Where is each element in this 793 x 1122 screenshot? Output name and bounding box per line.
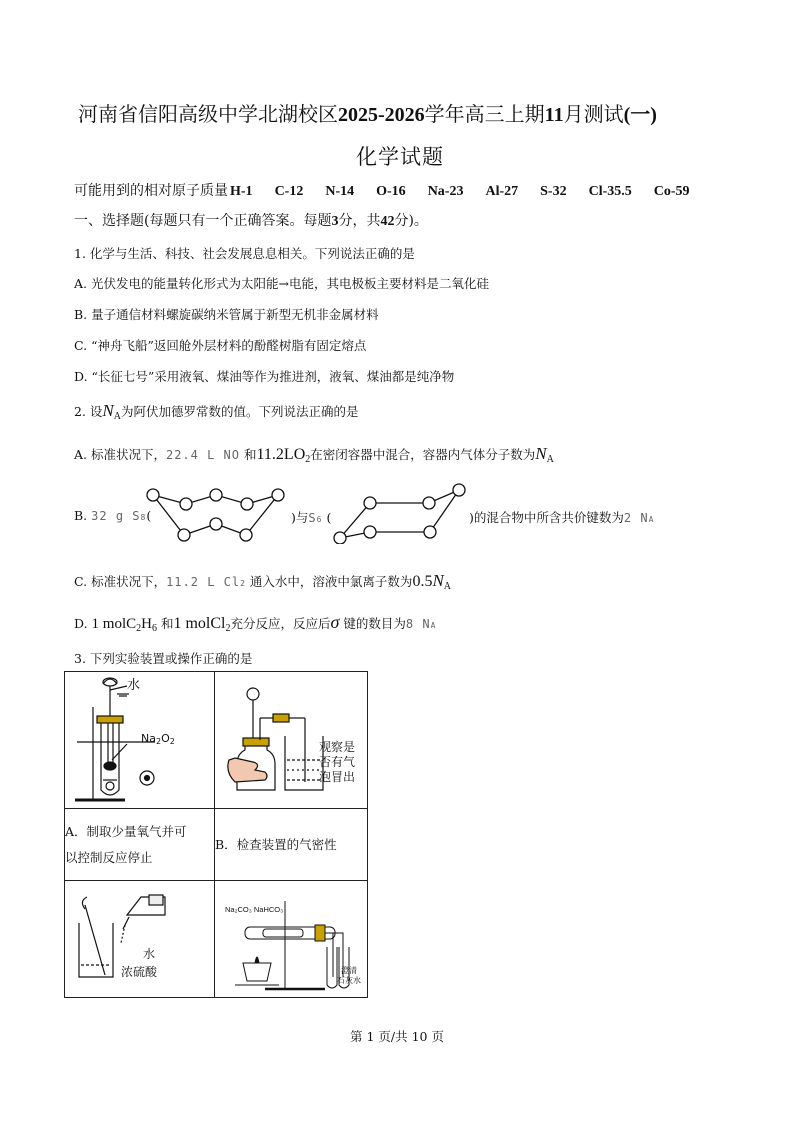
q2c-na: N — [432, 571, 444, 590]
label-water: 水 — [127, 678, 141, 693]
q1-option-a: A. 光伏发电的能量转化形式为太阳能→电能，其电极板主要材料是二氧化硅 — [74, 276, 489, 291]
q2a-no: 22.4 L NO — [165, 448, 241, 462]
section-points: 3 — [331, 214, 339, 229]
mass-item: Na-23 — [427, 184, 464, 199]
q1-option-c: C. “神舟飞船”返回舱外层材料的酚醛树脂有固定熔点 — [74, 338, 367, 353]
q2b-s6: S — [308, 511, 317, 525]
q2c-na-sub: A — [443, 581, 452, 592]
q1-option-d: D. “长征七号”采用液氧、煤油等作为推进剂，液氧、煤油都是纯净物 — [74, 369, 455, 384]
atomic-masses-label: 可能用到的相对原子质量 — [74, 183, 228, 199]
q2-text: 2. 设 — [74, 404, 103, 419]
q2c-value: 0.5 — [412, 573, 433, 590]
title-school: 河南省信阳高级中学北湖校区 — [78, 102, 338, 126]
section-text: 分，共 — [338, 213, 381, 229]
q3-cell-a-figure — [65, 672, 215, 809]
q2a-text: A. 标准状况下， — [74, 447, 166, 462]
label-conc-sulfuric: 浓硫酸 — [121, 965, 158, 979]
mass-item: Co-59 — [653, 184, 690, 199]
q2d-sub: 2 — [225, 623, 231, 634]
q2a-text: 和 — [244, 447, 257, 462]
label-water: 水 — [143, 947, 156, 961]
section-heading — [74, 210, 428, 230]
title-month: 11 — [544, 104, 564, 126]
q2c-cl2: 11.2 L Cl — [166, 575, 241, 589]
q3-caption-a — [65, 809, 215, 881]
q3-cell-c-figure — [65, 881, 215, 998]
page-title — [78, 98, 657, 127]
q2-option-c — [74, 571, 451, 592]
label-na2o2 — [141, 732, 175, 746]
mass-item: S-32 — [540, 184, 567, 199]
q2-option-d — [74, 612, 436, 634]
q2b-text: B. — [74, 508, 92, 523]
q2d-h: H — [141, 616, 152, 632]
q2d-sigma: σ — [330, 612, 340, 632]
mass-item: C-12 — [274, 184, 304, 199]
q1-stem: 1. 化学与生活、科技、社会发展息息相关。下列说法正确的是 — [74, 246, 415, 261]
label-salts: Na₂CO₃ NaHCO₃ — [225, 905, 284, 914]
q2d-text: 和 — [160, 616, 174, 631]
title-test: 月测试 — [563, 102, 624, 126]
q2b-s8: 32 g S — [91, 509, 141, 523]
caption-a-line1: A．制取少量氧气并可 — [65, 823, 187, 839]
label-bubble-line: 否有气 — [319, 755, 356, 769]
q2-option-a — [74, 444, 554, 465]
q2-na-sub: A — [113, 411, 121, 422]
page-subtitle: 化学试题 — [356, 145, 444, 169]
q2a-o2: 11.2LO — [256, 446, 306, 463]
q2d-ethane: 1 molC — [91, 616, 137, 632]
q2b-value: 2 N — [623, 511, 649, 525]
q2-option-b-suffix — [469, 508, 654, 526]
section-text: 分)。 — [394, 213, 428, 229]
na2o2-na: Na — [141, 732, 156, 745]
na2o2-o: O — [161, 732, 170, 745]
atomic-masses — [74, 180, 690, 200]
q2-na: N — [102, 401, 114, 420]
mass-item: Cl-35.5 — [588, 184, 632, 199]
section-text: 一、选择题(每题只有一个正确答案。每题 — [74, 213, 332, 229]
q2b-s8-sub: 8 — [140, 513, 147, 522]
caption-a-line2: 以控制反应停止 — [65, 849, 153, 865]
q2a-na-sub: A — [546, 454, 554, 465]
q2b-text: )的混合物中所含共价键数为 — [469, 510, 624, 525]
title-term: 学年高三上期 — [424, 102, 545, 126]
title-years: 2025-2026 — [338, 104, 425, 126]
q2d-value-sub: A — [430, 621, 437, 630]
na2o2-sub: 2 — [169, 737, 175, 746]
q2a-text: 在密闭容器中混合，容器内气体分子数为 — [310, 447, 536, 462]
q2-text: 为阿伏加德罗常数的值。下列说法正确的是 — [120, 404, 359, 419]
q2b-s6-sub: 6 — [316, 515, 323, 524]
q2b-text: ( — [326, 510, 332, 525]
s8-ring-structure — [146, 480, 291, 542]
q2c-cl2-sub: 2 — [240, 579, 246, 588]
q2-option-b-prefix — [74, 508, 151, 523]
s6-ring-structure — [333, 480, 469, 544]
mass-item: N-14 — [325, 184, 355, 199]
mass-item: Al-27 — [485, 184, 519, 199]
q2a-na: N — [535, 444, 547, 463]
label-limewater: 石灰水 — [337, 976, 361, 985]
na2o2-sub: 2 — [155, 737, 162, 746]
q3-options-table — [64, 671, 368, 998]
q2c-text: 通入水中，溶液中氯离子数为 — [249, 574, 413, 589]
q3-cell-b-figure — [215, 672, 368, 809]
label-bubble-line: 泡冒出 — [319, 770, 356, 784]
title-part: (一) — [623, 104, 657, 126]
q3-cell-d-figure — [215, 881, 368, 998]
label-bubble-line: 观察是 — [319, 740, 356, 754]
q2b-text: ( — [146, 508, 152, 523]
q2-stem — [74, 401, 359, 422]
q2d-cl2: 1 molCl — [173, 615, 226, 632]
label-limewater: 澄清 — [341, 966, 357, 975]
q2d-sub: 6 — [151, 623, 157, 634]
q2b-value-sub: A — [648, 515, 655, 524]
q3-caption-b: B．检查装置的气密性 — [215, 809, 368, 881]
q2c-text: C. 标准状况下， — [74, 574, 167, 589]
q2d-text: 键的数目为 — [343, 616, 406, 631]
q2b-text: )与 — [291, 510, 309, 525]
page-footer: 第 1 页/共 10 页 — [350, 1029, 444, 1044]
mass-item: H-1 — [230, 184, 253, 199]
mass-item: O-16 — [376, 184, 406, 199]
q3-stem: 3. 下列实验装置或操作正确的是 — [74, 651, 253, 666]
q2d-text: 充分反应，反应后 — [230, 616, 331, 631]
q2-option-b-mid — [291, 508, 331, 526]
q1-option-b: B. 量子通信材料螺旋碳纳米管属于新型无机非金属材料 — [74, 307, 379, 322]
q2a-o2-sub: 2 — [305, 454, 311, 465]
section-total: 42 — [380, 214, 395, 229]
q2d-sub: 2 — [136, 623, 142, 634]
q2d-text: D. — [74, 616, 92, 631]
q2d-value: 8 N — [405, 617, 431, 631]
